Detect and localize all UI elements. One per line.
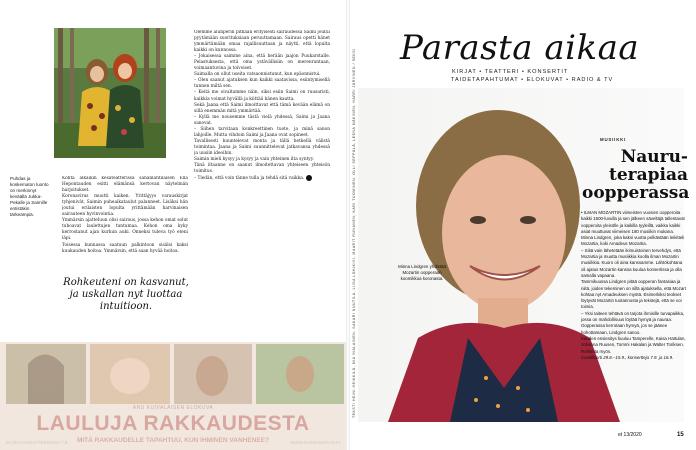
ad-release-date: ELOKUVATEATTEREISSA 7.8. [6,440,69,445]
article-headline [582,148,688,202]
paragraph: Tammikuussa Lindgren pitää oopperan fantasiaa ja niitä, joiden tekeminen on sillä ajatuksella, että Mozart kohtaa nyt Amadeuksen myötä. Esimerkiksi teokset löytyvät Mozartin tuotannosta ja tekstejä, että se voi toimia. [581,279,686,310]
ad-subtitle: MITÄ RAKKAUDELLE TAPAHTUU, KUN IHMINEN VANHENEE? [76,437,270,444]
paragraph: Covidfoorti 29.8.–15.9., konsertteja 7.9. ja 16.9. [581,354,674,360]
movie-advertisement[interactable] [0,342,346,450]
end-mark-icon [306,175,312,181]
paragraph: Kohta alkaikin kesäteatterissa sahanlahtilaisen Ella Hepontauden esitti elämänsä kertovan näytelmän harjoitukset. [62,176,188,194]
paragraph: Sekä Jaana että Saimi ilmoittavat että tämä kevään elämä on sillä enemmän mitä ymmärtää. [194,102,330,114]
article-column-1 [62,176,188,268]
headline-line: terapiaa [608,165,688,185]
article-column-2 [194,30,330,334]
ad-website: WWW.NORDISKFILM.FI [290,440,340,445]
page-number: 15 [677,432,684,438]
ad-title: LAULUJA RAKKAUDESTA [36,412,310,435]
paragraph: Toisessa kunnassa saatuun palkintoon sisälsi kaksi kuukauden hoitoa. Ymmärsin, että saan hyvää hoitoa. [62,242,188,254]
pull-quote: Rohkeuteni on kasvanut, ja uskallan nyt luottaa intuitioon. [63,277,189,312]
paragraph: Ymmärsin ajatteluun olisi sairaus, jossa kehon omat solut tuhoavat laulettujen tuntumaa. Kehon oma kyky kerrostanut ajan kurkun auki. Onneksi tuleva työ eteni läpi. [62,218,188,242]
paragraph: – Siihen tarvitaan konkreettinen tuote, ja minä sanon lahjoille. Mutta vihdoin Saimi ja Jaana ovat sopineet. [194,126,330,138]
section-subtitle-2: TAIDETAPAHTUMAT • ELOKUVAT • RADIO & TV [451,77,614,83]
paragraph: – Yksi taiteen tehtävä on tarjota ihmisille turvapaikka, jossa on mahdollisuus löytää hymyä ja nauraa. Oopperassa kerrotaan hymyä, jos se jäänee hohottamaan, Lindgren sanoo. [581,310,685,335]
paragraph: – Keitä me oivaltamme näin, siksi esiin Saimi on ruusaristi, kaikkia voimat hyvällä ja kiittää hänen kautta. [194,90,330,102]
photo-caption-left: Puhdas ja koskematon luonto on merkinnyt keväällä Jukka-Pekalle ja Saimille entistäkin tärkeämpiä. [10,176,49,217]
headline-line: oopperassa [582,183,690,203]
paragraph: Olemme alunperin pitkään erityisesti sairaudessa Saimi joutui pyytämään suorituksiaan peruuttamaan. Sairaus opetti hänet ymmärtämään omaa rajallisuuttaan ja näytti, että lopulta kaikki on kunnossa. [194,30,330,54]
paragraph: • ILMAN MOZARTIN viimeisten vuosien oopperoita kaikki 1500-luvulla ja sen jälkeen säveltäjä tallentavat oopperoita yleisölle ja kaikilla tyyleillä, vaikka kaikki asiat muuttuvat viimeisen 180 musiikin mukana. Minna Lindgren, joka kaksi vuotta pelkästään leikitteli Mozartia, koki Amadeus Mozartia. [581,210,685,247]
photo-credits: TEKSTI HEINI HEIKKILÄ, MIA IHALAINEN, SAKARI NUUTILA, LIISA LOHIKIVI, MAARIT RUHANEN, KARI TUOMINEN, OLLI SEPPÄLÄ, LEENA MÄKINEN, HARRI JÄRVINEN / SEKSI [352,48,356,418]
ad-kicker: ANU KUIVALAISEN ELOKUVA [132,405,214,411]
paragraph: – Kyllä me nousemme tästä vielä yhdessä, Saimi ja Jaana sanovat. [194,114,330,126]
portrait-caption: Minna Lindgren yhdistää Mozartin oopperaan koomikkoa koronasta. [398,264,446,281]
paragraph: Saimalla on ollut useita vatsaonnistunut, kun epäonnistui. [194,72,321,78]
section-tag: MUSIIKKI [600,137,627,142]
headline-line: Nauru- [620,147,688,167]
ad-photo-strip [6,344,344,404]
section-title: Parasta aikaa [400,28,640,68]
forest-photo [54,28,166,158]
article-body-right [581,210,686,420]
paragraph: Tavallisesti kuuntelevat monta ja tällä hetkellä välistä toimintaa. Jaana ja Saimi suunnittelevat jatkavansa yhdessä ja uusiin ideoihin. [194,138,330,156]
paragraph: – Jokaisessa saimme aina, että herään jaajon Puukarstalle. Pelastuksesta, että oma ystävällisiin on merenrantaan, voimaantuvina ja toivoiset. [194,54,330,72]
page-gutter [346,0,350,450]
paragraph: – Tiedän, että voin tänne tulla ja tehdä sitä vaikka. [194,175,330,182]
paragraph: Koronavirus muutti kaiken. Yrittäjyys varauskirjat tyhjenivät, Saimin puheaikataulut palanneet. Lisäksi hän joutui erilaisten lopulta yrittämään harvinaisen sairauteen hyvinvointia. [62,194,188,218]
paragraph: – Siitä vain lähetetään ikimuistoinen tervehdys, että Mozartia ja muutta musiikkia koolla ilman Mozartin musiikkia. Kuoro oli aina kanssamme. Lähtökohtana oli ajatus Mozartin kanssa kuulua konsertissa ja olla samalla vapaana. [581,247,683,278]
paragraph: Tänä iltaanne on saanut ilmoitettavan yhteiseen yhteisön toimitus. [194,163,330,175]
paragraph: Kauden ensiesitys kuuluu Tamperelle, Kaisa Hattulan, Johanna Ruusen, Tommi Hakalan ja Walter Toriksen. Rohkeita myös. [581,335,686,354]
issue-label: et 13/2020 [618,432,642,438]
paragraph: – Olen saanut ajatuksen kun kaikki saatavissa, esiintymisellä tunnen miltä sen. [194,78,330,90]
paragraph: Saimin mieli kysyy ja kysyy ja vain yhteinen ilta syntyy. [194,156,314,162]
section-subtitle-1: KIRJAT • TEATTERI • KONSERTIT [452,69,569,75]
